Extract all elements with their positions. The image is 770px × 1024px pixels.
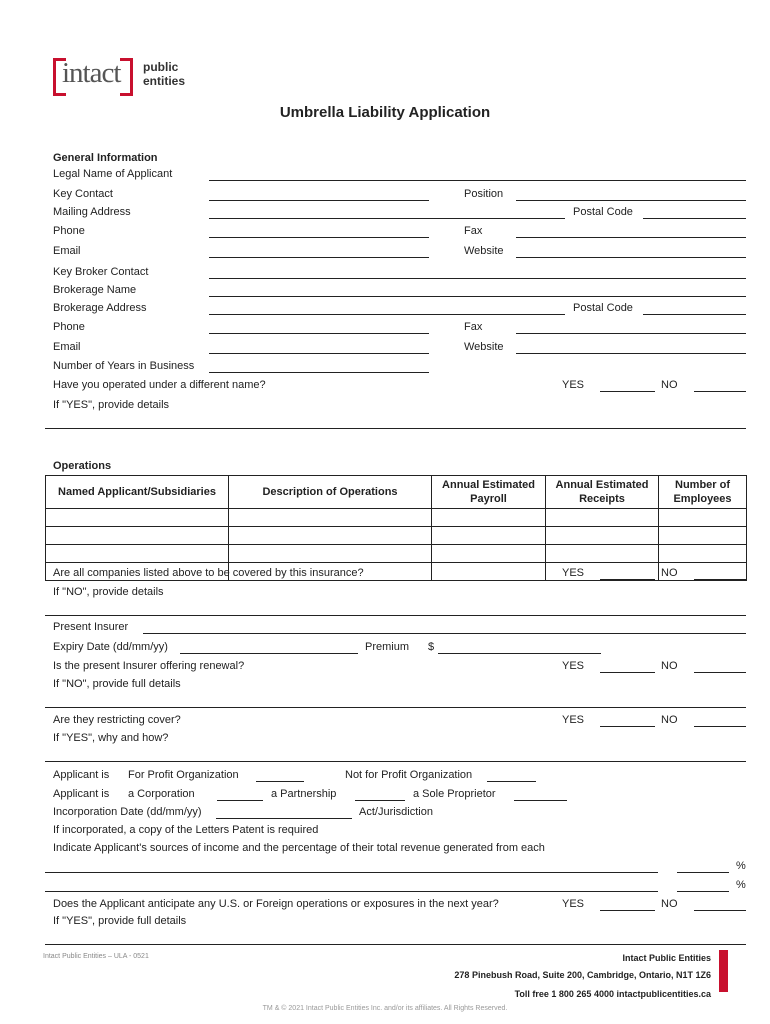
legal-name-label: Legal Name of Applicant (53, 168, 173, 180)
foreign-yes-label: YES (562, 898, 585, 910)
footer-copyright: TM & © 2021 Intact Public Entities Inc. and/or its affiliates. All Rights Reserved. (262, 1005, 508, 1012)
not-for-profit-label: Not for Profit Organization (345, 769, 473, 781)
restricting-yes-field[interactable] (600, 726, 655, 727)
broker-website-field[interactable] (516, 353, 746, 354)
position-field[interactable] (516, 200, 746, 201)
covered-no-field[interactable] (694, 579, 746, 580)
table-cell[interactable] (432, 509, 546, 527)
footer-red-bar (719, 950, 728, 992)
restricting-details-field[interactable] (45, 761, 746, 762)
phone-field[interactable] (209, 237, 429, 238)
col-receipts: Annual Estimated Receipts (546, 476, 659, 509)
sources-income-label: Indicate Applicant's sources of income and the percentage of their total revenue generated from each (53, 842, 545, 854)
partnership-label: a Partnership (271, 788, 337, 800)
operations-heading: Operations (53, 460, 112, 472)
table-row (46, 509, 747, 527)
income-percent-2-field[interactable] (677, 891, 729, 892)
partnership-field[interactable] (355, 800, 405, 801)
restricting-no-label: NO (661, 714, 678, 726)
premium-field[interactable] (438, 653, 601, 654)
website-label: Website (464, 245, 504, 257)
renewal-no-label: NO (661, 660, 678, 672)
operations-header-row (46, 476, 747, 509)
legal-name-field[interactable] (209, 180, 746, 181)
website-field[interactable] (516, 257, 746, 258)
table-cell[interactable] (659, 509, 747, 527)
page-title: Umbrella Liability Application (279, 104, 491, 121)
email-label: Email (53, 245, 81, 257)
footer-tollfree: Toll free 1 800 265 4000 intactpublicentities.ca (514, 989, 711, 999)
postal-code-label: Postal Code (573, 206, 633, 218)
broker-phone-field[interactable] (209, 333, 429, 334)
foreign-details-field[interactable] (45, 944, 746, 945)
years-in-business-field[interactable] (209, 372, 429, 373)
premium-dollar-sign: $ (428, 641, 435, 653)
foreign-question: Does the Applicant anticipate any U.S. or Foreign operations or exposures in the next year? (53, 898, 499, 910)
incorporation-date-label: Incorporation Date (dd/mm/yy) (53, 806, 202, 818)
applicant-is-label-2: Applicant is (53, 788, 110, 800)
restricting-yes-label: YES (562, 714, 585, 726)
different-name-details-label: If "YES", provide details (53, 399, 170, 411)
different-name-no-label: NO (661, 379, 678, 391)
covered-no-label: NO (661, 567, 678, 579)
table-row (46, 527, 747, 545)
renewal-question: Is the present Insurer offering renewal? (53, 660, 245, 672)
foreign-details-label: If "YES", provide full details (53, 915, 187, 927)
for-profit-label: For Profit Organization (128, 769, 239, 781)
income-source-1-field[interactable] (45, 872, 658, 873)
present-insurer-label: Present Insurer (53, 621, 129, 633)
premium-label: Premium (365, 641, 410, 653)
renewal-details-field[interactable] (45, 707, 746, 708)
renewal-details-label: If "NO", provide full details (53, 678, 181, 690)
position-label: Position (464, 188, 504, 200)
table-cell[interactable] (659, 527, 747, 545)
different-name-yes-label: YES (562, 379, 585, 391)
foreign-no-label: NO (661, 898, 678, 910)
not-for-profit-field[interactable] (487, 781, 536, 782)
different-name-details-field[interactable] (45, 428, 746, 429)
sole-proprietor-field[interactable] (514, 800, 567, 801)
broker-phone-label: Phone (53, 321, 85, 333)
foreign-yes-field[interactable] (600, 910, 655, 911)
income-source-2-field[interactable] (45, 891, 658, 892)
postal-code-field[interactable] (643, 218, 746, 219)
footer-company: Intact Public Entities (622, 953, 711, 963)
key-broker-contact-field[interactable] (209, 278, 746, 279)
broker-email-field[interactable] (209, 353, 429, 354)
key-contact-field[interactable] (209, 200, 429, 201)
covered-details-label: If "NO", provide details (53, 586, 164, 598)
covered-question: Are all companies listed above to be covered by this insurance? (53, 567, 364, 579)
table-cell[interactable] (46, 527, 229, 545)
brokerage-address-label: Brokerage Address (53, 302, 147, 314)
col-payroll: Annual Estimated Payroll (432, 476, 546, 509)
percent-sign-1: % (736, 860, 746, 872)
broker-postal-code-label: Postal Code (573, 302, 633, 314)
fax-field[interactable] (516, 237, 746, 238)
mailing-address-field[interactable] (209, 218, 565, 219)
expiry-date-field[interactable] (180, 653, 358, 654)
different-name-question: Have you operated under a different name? (53, 379, 266, 391)
applicant-is-label: Applicant is (53, 769, 110, 781)
table-cell[interactable] (46, 545, 229, 563)
broker-fax-label: Fax (464, 321, 483, 333)
broker-email-label: Email (53, 341, 81, 353)
col-employees: Number of Employees (659, 476, 747, 509)
corporation-label: a Corporation (128, 788, 195, 800)
table-cell[interactable] (546, 527, 659, 545)
table-cell[interactable] (432, 563, 546, 581)
renewal-yes-field[interactable] (600, 672, 655, 673)
expiry-date-label: Expiry Date (dd/mm/yy) (53, 641, 168, 653)
key-broker-contact-label: Key Broker Contact (53, 266, 149, 278)
email-field[interactable] (209, 257, 429, 258)
footer-address: 278 Pinebush Road, Suite 200, Cambridge, Ontario, N1T 1Z6 (454, 970, 711, 980)
col-description: Description of Operations (229, 476, 432, 509)
restricting-no-field[interactable] (694, 726, 746, 727)
table-cell[interactable] (229, 509, 432, 527)
logo-sub1: public (143, 60, 179, 74)
present-insurer-field[interactable] (143, 633, 746, 634)
mailing-address-label: Mailing Address (53, 206, 131, 218)
percent-sign-2: % (736, 879, 746, 891)
logo-brand-text: intact (62, 57, 121, 89)
table-cell[interactable] (229, 545, 432, 563)
table-cell[interactable] (46, 509, 229, 527)
table-cell[interactable] (546, 545, 659, 563)
fax-label: Fax (464, 225, 483, 237)
general-heading: General Information (53, 152, 158, 164)
phone-label: Phone (53, 225, 85, 237)
renewal-yes-label: YES (562, 660, 585, 672)
key-contact-label: Key Contact (53, 188, 113, 200)
covered-yes-label: YES (562, 567, 585, 579)
different-name-no-field[interactable] (694, 391, 746, 392)
table-cell[interactable] (432, 527, 546, 545)
sole-proprietor-label: a Sole Proprietor (413, 788, 496, 800)
incorporation-date-field[interactable] (216, 818, 352, 819)
form-code: Intact Public Entities – ULA - 0521 (43, 953, 149, 960)
covered-yes-field[interactable] (600, 579, 655, 580)
broker-postal-code-field[interactable] (643, 314, 746, 315)
logo-right-bracket (120, 58, 133, 96)
letters-patent-note: If incorporated, a copy of the Letters Patent is required (53, 824, 319, 836)
for-profit-field[interactable] (256, 781, 304, 782)
logo-sub2: entities (143, 74, 186, 88)
foreign-no-field[interactable] (694, 910, 746, 911)
years-in-business-label: Number of Years in Business (53, 360, 195, 372)
broker-website-label: Website (464, 341, 504, 353)
different-name-yes-field[interactable] (600, 391, 655, 392)
table-cell[interactable] (229, 527, 432, 545)
operations-table (45, 475, 747, 581)
renewal-no-field[interactable] (694, 672, 746, 673)
broker-fax-field[interactable] (516, 333, 746, 334)
covered-details-field[interactable] (45, 615, 746, 616)
col-named-applicant: Named Applicant/Subsidiaries (46, 476, 229, 509)
table-row (46, 545, 747, 563)
act-jurisdiction-label: Act/Jurisdiction (359, 806, 433, 818)
table-cell[interactable] (659, 545, 747, 563)
corporation-field[interactable] (217, 800, 263, 801)
table-cell[interactable] (546, 509, 659, 527)
brokerage-name-field[interactable] (209, 296, 746, 297)
brokerage-name-label: Brokerage Name (53, 284, 137, 296)
restricting-details-label: If "YES", why and how? (53, 732, 169, 744)
income-percent-1-field[interactable] (677, 872, 729, 873)
brokerage-address-field[interactable] (209, 314, 565, 315)
restricting-question: Are they restricting cover? (53, 714, 181, 726)
table-cell[interactable] (432, 545, 546, 563)
